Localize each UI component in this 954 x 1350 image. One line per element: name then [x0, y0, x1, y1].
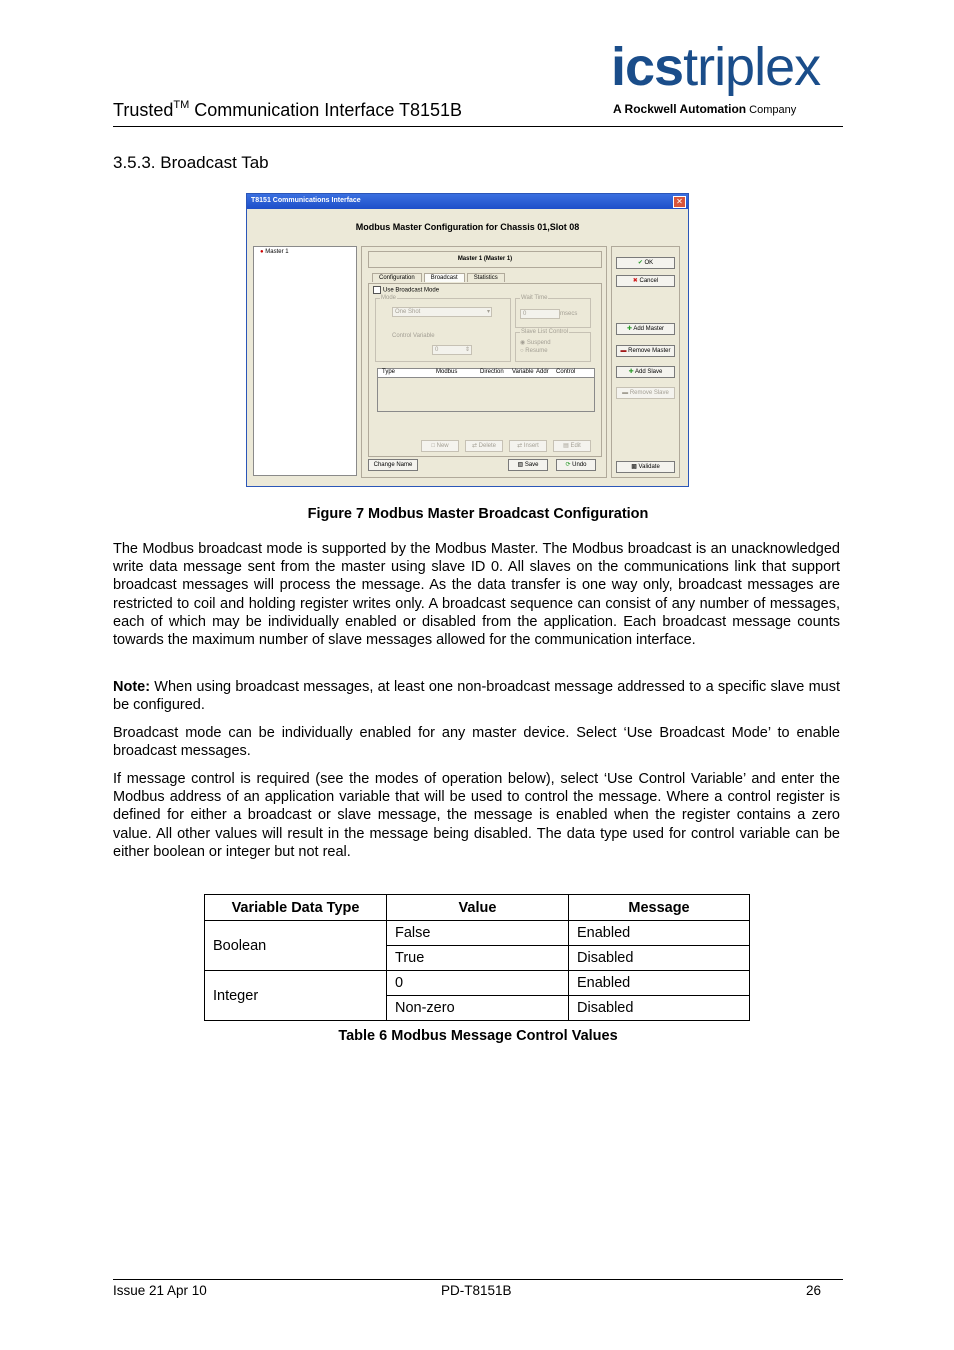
col-modbus: Modbus [436, 369, 458, 375]
title-suffix: Communication Interface T8151B [189, 100, 463, 120]
new-button-label: New [436, 443, 449, 449]
table-row [205, 921, 750, 946]
wait-time-group-title: Wait Time [521, 295, 548, 301]
table-header-cell: Variable Data Type [205, 895, 387, 921]
message-list[interactable] [377, 368, 595, 412]
tab-broadcast[interactable]: Broadcast [424, 273, 465, 282]
col-addr: Addr [536, 369, 549, 375]
cancel-button-label: Cancel [639, 278, 659, 284]
mode-value: One Shot [395, 309, 421, 315]
table-cell-message: Enabled [569, 971, 750, 996]
insert-icon: ⇄ [517, 443, 523, 449]
table-caption: Table 6 Modbus Message Control Values [338, 1028, 618, 1044]
wait-time-value: 0 [523, 311, 527, 317]
mode-group [375, 295, 511, 362]
logo-triplex: triplex [683, 37, 821, 97]
paragraph-broadcast-mode: The Modbus broadcast mode is supported by the Modbus Master. The Modbus broadcast is an unacknowledged write data message sent from the master using slave ID 0. All slaves on the communications link that support broadcast messages will process the message. As the data transfer is one way only, broadcast messages are restricted to coil and holding register writes only. A broadcast sequence can consist of any number of messages, each of which may be individually enabled or disabled from the application. Each broadcast message counts towards the maximum number of slave messages allowed for the communication interface. [113, 541, 840, 649]
remove-slave-label: Remove Slave [629, 390, 669, 396]
table-cell-value: False [387, 921, 569, 946]
wait-time-unit: msecs [560, 311, 578, 317]
note-text: When using broadcast messages, at least one non-broadcast message addressed to a specific slave must be configured. [113, 679, 840, 714]
edit-button-label: Edit [570, 443, 581, 449]
col-variable: Variable [512, 369, 534, 375]
paragraph-message-control: If message control is required (see the modes of operation below), select ‘Use Control Variable’ and enter the Modbus address of an application variable that will be used to control the message. Where a control register is defined for either a broadcast or slave message, the message is enabled when the register contains a zero value. All other values will result in the message being disabled. The data type used for control variable can be either boolean or integer but not real. [113, 771, 840, 860]
save-button[interactable] [508, 459, 548, 471]
document-title [113, 99, 462, 121]
control-values-table [204, 894, 750, 1021]
table-cell-type: Integer [205, 971, 387, 1021]
tree-item-master-1[interactable] [260, 249, 289, 255]
section-heading: 3.5.3. Broadcast Tab [113, 153, 269, 172]
screenshot-window [246, 193, 689, 487]
cross-icon: ✖ [632, 278, 638, 284]
table-header-cell: Value [387, 895, 569, 921]
trademark-mark: TM [173, 99, 190, 111]
insert-button-label: Insert [523, 443, 539, 449]
master-tree[interactable] [253, 246, 357, 476]
note-label: Note: [113, 679, 151, 695]
validate-label: Validate [638, 464, 660, 470]
suspend-label: Suspend [526, 340, 551, 346]
slave-list-group-title: Slave List Control [521, 329, 569, 335]
figure-caption: Figure 7 Modbus Master Broadcast Configuration [307, 506, 649, 522]
window-title: T8151 Communications Interface [251, 197, 361, 204]
use-broadcast-checkbox[interactable] [373, 286, 439, 294]
remove-master-button[interactable] [616, 345, 675, 357]
tree-item-label: Master 1 [265, 249, 289, 255]
wait-time-group [515, 295, 591, 328]
delete-icon: ⇄ [471, 443, 477, 449]
edit-button[interactable] [553, 440, 591, 452]
control-variable-input[interactable] [432, 345, 472, 355]
table-cell-type: Boolean [205, 921, 387, 971]
checkbox-box[interactable] [373, 286, 381, 294]
wait-time-input[interactable] [520, 309, 560, 319]
remove-slave-button[interactable] [616, 387, 675, 399]
validate-icon: ▩ [631, 464, 637, 470]
mode-select[interactable] [392, 307, 492, 317]
cancel-button[interactable] [616, 275, 675, 287]
save-button-label: Save [524, 462, 539, 468]
remove-master-label: Remove Master [628, 348, 671, 354]
footer-issue: Issue 21 Apr 10 [113, 1283, 207, 1298]
table-row [205, 971, 750, 996]
save-icon: ▧ [517, 462, 524, 468]
ok-button-label: OK [644, 260, 654, 266]
table-cell-message: Disabled [569, 996, 750, 1021]
slave-list-group [515, 329, 591, 362]
window-banner [247, 210, 688, 244]
logo-tagline-bold: A Rockwell Automation [613, 102, 747, 116]
radio-selected-icon: ◉ [520, 340, 526, 346]
table-cell-message: Enabled [569, 921, 750, 946]
edit-icon: ▤ [563, 443, 569, 449]
col-type: Type [382, 369, 396, 375]
undo-icon: ⟳ [565, 462, 571, 468]
add-master-button[interactable] [616, 323, 675, 335]
control-variable-value: 0 [435, 347, 439, 353]
add-slave-label: Add Slave [635, 369, 663, 375]
new-icon: □ [431, 443, 435, 449]
logo-ics: ics [611, 37, 684, 97]
broadcast-tab-body [368, 283, 602, 457]
new-button[interactable] [421, 440, 459, 452]
use-broadcast-label: Use Broadcast Mode [383, 287, 440, 294]
minus-icon: ▬ [620, 348, 627, 354]
col-direction: Direction [480, 369, 504, 375]
panel-title: Master 1 (Master 1) [368, 251, 602, 268]
table-cell-value: True [387, 946, 569, 971]
minus-icon: ▬ [622, 390, 629, 396]
table-header-row [205, 895, 750, 921]
delete-button[interactable] [465, 440, 503, 452]
add-master-label: Add Master [633, 326, 665, 332]
ics-triplex-logo [611, 38, 820, 96]
table-header-cell: Message [569, 895, 750, 921]
tab-configuration[interactable]: Configuration [372, 273, 422, 282]
control-variable-label: Control Variable [392, 333, 435, 339]
table-cell-value: Non-zero [387, 996, 569, 1021]
status-dot-icon: ● [260, 249, 264, 255]
plus-icon: ✚ [626, 326, 632, 332]
tab-statistics[interactable]: Statistics [467, 273, 505, 282]
delete-button-label: Delete [478, 443, 497, 449]
insert-button[interactable] [509, 440, 547, 452]
undo-button-label: Undo [572, 462, 587, 468]
slave-list-suspend-radio[interactable] [520, 339, 551, 346]
footer-rule [113, 1279, 843, 1280]
undo-button[interactable] [556, 459, 596, 471]
ok-button[interactable] [616, 257, 675, 269]
col-control: Control [556, 369, 576, 375]
header-rule [113, 126, 843, 127]
spinner-icon: ⇕ [464, 347, 470, 353]
banner-text: Modbus Master Configuration for Chassis 01,Slot 08 [355, 222, 580, 232]
table-cell-value: 0 [387, 971, 569, 996]
tab-strip [372, 273, 507, 282]
chevron-down-icon: ▾ [486, 309, 490, 315]
slave-list-resume-radio[interactable] [520, 348, 548, 354]
logo-tagline-rest: Company [746, 104, 797, 116]
add-slave-button[interactable] [616, 366, 675, 378]
window-titlebar [247, 194, 688, 209]
paragraph-enable-broadcast: Broadcast mode can be individually enabled for any master device. Select ‘Use Broadcast Mode’ to enable broadcast messages. [113, 725, 840, 760]
resume-label: Resume [525, 348, 548, 354]
footer-doc-id: PD-T8151B [441, 1283, 512, 1298]
radio-empty-icon: ○ [520, 348, 524, 354]
validate-button[interactable] [616, 461, 675, 473]
logo-tagline [613, 102, 796, 116]
table-cell-message: Disabled [569, 946, 750, 971]
change-name-button[interactable]: Change Name [368, 459, 418, 471]
message-list-header [378, 369, 594, 378]
plus-icon: ✚ [628, 369, 634, 375]
paragraph-note [113, 678, 840, 714]
close-icon[interactable]: ✕ [673, 196, 686, 208]
check-icon: ✔ [637, 260, 643, 266]
title-prefix: Trusted [113, 100, 174, 120]
footer-page-number: 26 [806, 1283, 822, 1298]
mode-group-title: Mode [381, 295, 397, 301]
side-button-panel [611, 246, 680, 478]
master-panel [361, 246, 607, 478]
